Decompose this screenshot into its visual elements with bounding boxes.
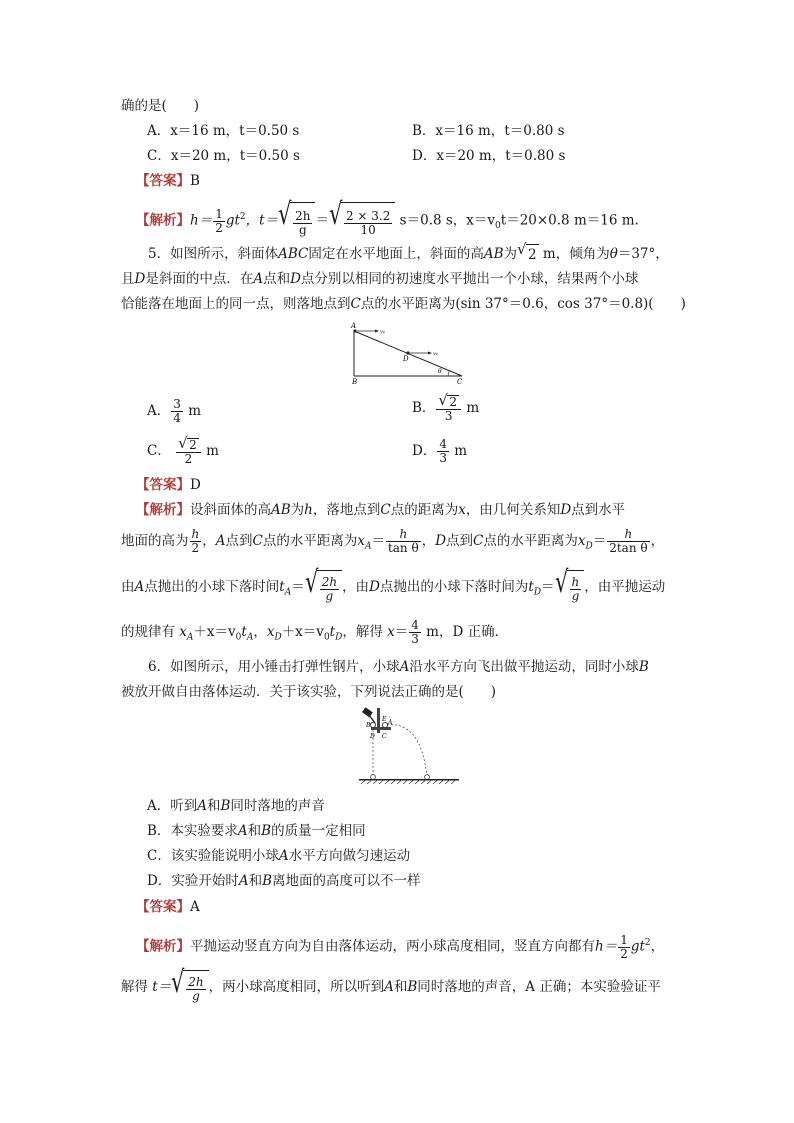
q6-stem-line2: 被放开做自由落体运动．关于该实验，下列说法正确的是( ) — [121, 684, 497, 700]
q5-stem-line3: 恰能落在地面上的同一点，则落地点到C点的水平距离为(sin 37°＝0.6，cos 37°＝0.8)( ) — [121, 296, 686, 312]
q5-option-a[interactable]: A． $\frac{3}{4}$ m — [147, 397, 201, 425]
q6-label-e: E — [382, 716, 387, 723]
q5-label-d: D — [403, 355, 409, 363]
q5-label-a: A — [351, 322, 357, 330]
q6-ball-b — [370, 722, 375, 727]
q6-answer: 【答案】A — [136, 899, 200, 915]
q5-incline-figure — [345, 320, 471, 386]
q6-label-a: A — [388, 719, 393, 726]
q6-option-d[interactable]: D．实验开始时A和B离地面的高度可以不一样 — [147, 873, 421, 889]
q6-analysis-line2: 解得 t＝ √ $\frac{2h}{g}$ ，两小球高度相同，所以听到A和B同时落地的声音，A 正确；本实验验证平 — [121, 968, 661, 1007]
q4-answer: 【答案】B — [136, 173, 200, 189]
q6-parabola-path — [387, 725, 427, 777]
q5-analysis-line2: 地面的高为 $\frac{h}{2}$ ，A点到C点的水平距离为$x_A=$ $\frac{h}{\text{tan θ}}$ ，D点到C点的水平距离为$x_D=$ $\frac{h}{\text{2tan θ}}$ ， — [121, 527, 665, 555]
q5-analysis-line4: 的规律有 $x_A+x=v_0t_A$，$x_D+x=v_0t_D$，解得 x＝ $\frac{4}{3}$ m，D 正确． — [121, 618, 509, 646]
q5-analysis-line1: 【解析】设斜面体的高AB为h，落地点到C点的距离为x，由几何关系知D点到水平 — [136, 502, 626, 518]
q5-label-v0-d: v₀ — [433, 351, 438, 357]
q5-label-b: B — [352, 378, 358, 386]
q4-option-c[interactable]: C．x＝20 m，t＝0.50 s — [147, 148, 300, 164]
q5-analysis-line3: 由A点抛出的小球下落时间$t_A=$ √ $\frac{2h}{g}$ ，由D点抛出的小球下落时间为$t_D=$ √ $\frac{h}{g}$ ，由平抛运动 — [121, 568, 665, 611]
q6-label-c: C — [382, 733, 387, 740]
q5-label-c: C — [457, 378, 463, 386]
q6-ground-hatch — [361, 781, 455, 785]
q6-ball-a — [382, 722, 387, 727]
q6-option-b[interactable]: B．本实验要求A和B的质量一定相同 — [147, 823, 366, 839]
q5-angle-arc — [448, 370, 450, 376]
q5-answer: 【答案】D — [136, 477, 201, 493]
q6-option-c[interactable]: C．该实验能说明小球A水平方向做匀速运动 — [147, 848, 411, 864]
q5-option-c[interactable]: C． √ 2 2 m — [147, 433, 219, 466]
q5-label-v0-a: v₀ — [380, 329, 385, 335]
q6-label-b: B — [366, 722, 371, 729]
q6-option-a[interactable]: A．听到A和B同时落地的声音 — [147, 798, 325, 814]
q6-label-d: D — [370, 733, 375, 740]
q4-stem-end: 确的是( ) — [121, 98, 200, 114]
q4-option-a[interactable]: A．x＝16 m，t＝0.50 s — [147, 123, 300, 139]
q6-hammer — [362, 707, 373, 717]
q4-analysis: 【解析】h＝ $\frac{1}{2}$ $gt^2$，t＝ √ $\frac{2h}{g}$ ＝ √ $\frac{2 \times 3.2}{10}$ s＝0.8 s，$x=v_0t=20\times 0.8$ m＝16 m. — [136, 197, 639, 246]
q6-apparatus-figure — [355, 703, 465, 787]
q6-analysis-line1: 【解析】平抛运动竖直方向为自由落体运动，两小球高度相同，竖直方向都有h＝ $\frac{1}{2}$ $gt^2$， — [136, 932, 665, 961]
q5-stem-line1: 5．如图所示，斜面体ABC固定在水平地面上，斜面的高AB为 √ 2 m，倾角为θ＝37°， — [148, 240, 669, 263]
q4-option-d[interactable]: D．x＝20 m，t＝0.80 s — [412, 148, 566, 164]
q5-label-theta: θ — [438, 368, 442, 375]
q4-option-b[interactable]: B．x＝16 m，t＝0.80 s — [412, 123, 565, 139]
q6-stem-line1: 6．如图所示，用小锤击打弹性钢片，小球A沿水平方向飞出做平抛运动，同时小球B — [148, 659, 649, 675]
q5-stem-line2: 且D是斜面的中点．在A点和D点分别以相同的初速度水平抛出一个小球，结果两个小球 — [121, 271, 639, 287]
q5-option-b[interactable]: B． √ 2 3 m — [412, 390, 480, 423]
q5-option-d[interactable]: D． $\frac{4}{3}$ m — [412, 437, 468, 465]
